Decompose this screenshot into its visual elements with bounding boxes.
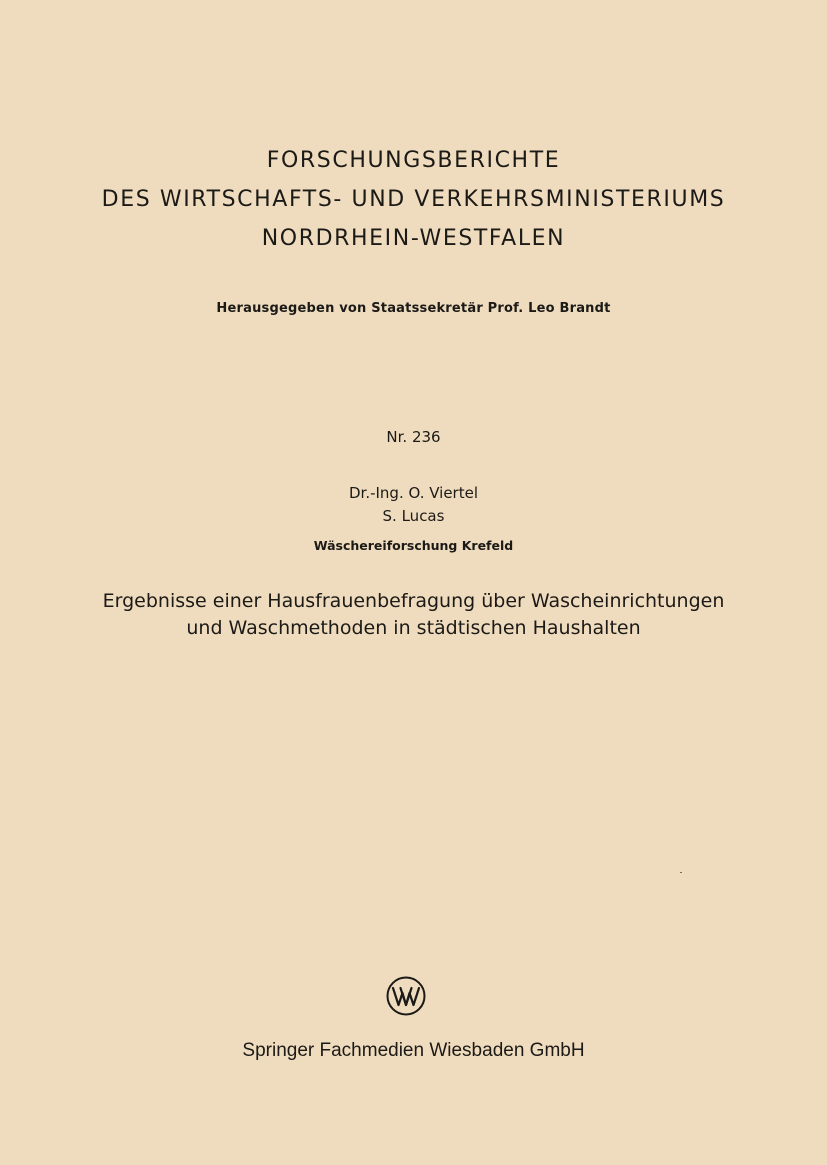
series-title-line-1: FORSCHUNGSBERICHTE <box>266 148 561 173</box>
book-title-line-1: Ergebnisse einer Hausfrauenbefragung über Wascheinrichtungen <box>102 590 725 612</box>
author-1: Dr.-Ing. O. Viertel <box>348 484 479 502</box>
springer-w-logo-icon <box>386 976 426 1016</box>
print-speck <box>680 872 682 873</box>
book-title-line-2: und Waschmethoden in städtischen Haushalten <box>186 617 641 639</box>
editor-line: Herausgegeben von Staatssekretär Prof. Leo Brandt <box>216 301 611 316</box>
publisher-name: Springer Fachmedien Wiesbaden GmbH <box>242 1040 585 1061</box>
series-title-line-2: DES WIRTSCHAFTS- UND VERKEHRSMINISTERIUMS <box>101 187 726 212</box>
series-title-line-3: NORDRHEIN-WESTFALEN <box>261 226 566 251</box>
author-2: S. Lucas <box>382 507 445 525</box>
report-number: Nr. 236 <box>386 428 441 446</box>
institution: Wäschereiforschung Krefeld <box>313 538 514 553</box>
